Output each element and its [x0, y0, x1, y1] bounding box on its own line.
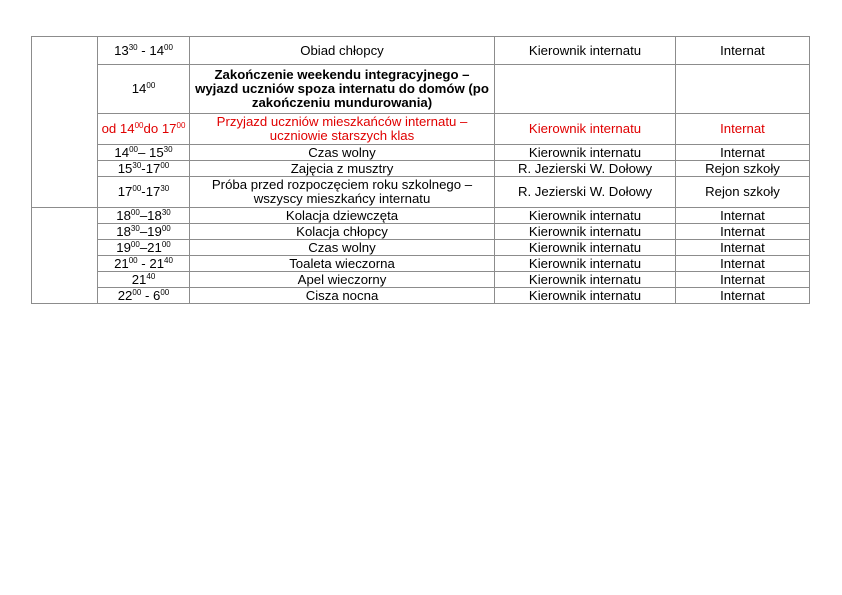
responsible-cell: Kierownik internatu — [495, 37, 676, 65]
table-row — [32, 208, 810, 224]
responsible-cell: Kierownik internatu — [495, 145, 676, 161]
time-cell: $17^{00}-17^{30}$ — [98, 177, 190, 208]
table-row — [32, 114, 810, 145]
activity-cell: Toaleta wieczorna — [190, 256, 495, 272]
place-cell: Internat — [676, 272, 810, 288]
place-cell: Internat — [676, 114, 810, 145]
time-cell: od $14^{00}do$ $17^{00}$ — [98, 114, 190, 145]
table-row — [32, 240, 810, 256]
time-cell: $14^{00}$ — [98, 65, 190, 114]
activity-cell: Zajęcia z musztry — [190, 161, 495, 177]
time-cell: $15^{30}-17^{00}$ — [98, 161, 190, 177]
place-cell: Internat — [676, 240, 810, 256]
table-row — [32, 161, 810, 177]
table-row — [32, 224, 810, 240]
responsible-cell: Kierownik internatu — [495, 272, 676, 288]
place-cell: Internat — [676, 145, 810, 161]
day-cell — [32, 37, 98, 208]
day-cell — [32, 208, 98, 304]
place-cell: Internat — [676, 256, 810, 272]
activity-cell: Kolacja chłopcy — [190, 224, 495, 240]
table-row — [32, 256, 810, 272]
table-row — [32, 37, 810, 65]
activity-cell: Apel wieczorny — [190, 272, 495, 288]
table-row — [32, 288, 810, 304]
time-cell: $14^{00}-$ $15^{30}$ — [98, 145, 190, 161]
place-cell — [676, 65, 810, 114]
table-row — [32, 272, 810, 288]
place-cell: Rejon szkoły — [676, 177, 810, 208]
responsible-cell: R. Jezierski W. Dołowy — [495, 161, 676, 177]
responsible-cell: Kierownik internatu — [495, 256, 676, 272]
responsible-cell: Kierownik internatu — [495, 288, 676, 304]
table-row — [32, 145, 810, 161]
time-cell: $21^{40}$ — [98, 272, 190, 288]
responsible-cell: Kierownik internatu — [495, 208, 676, 224]
activity-cell: Czas wolny — [190, 145, 495, 161]
responsible-cell: Kierownik internatu — [495, 224, 676, 240]
place-cell: Internat — [676, 288, 810, 304]
time-cell: $13^{30} - 14^{00}$ — [98, 37, 190, 65]
table-row — [32, 65, 810, 114]
activity-cell: Przyjazd uczniów mieszkańców internatu – uczniowie starszych klas — [190, 114, 495, 145]
time-cell: $22^{00} - 6^{00}$ — [98, 288, 190, 304]
place-cell: Internat — [676, 37, 810, 65]
responsible-cell: Kierownik internatu — [495, 114, 676, 145]
responsible-cell — [495, 65, 676, 114]
activity-cell: Czas wolny — [190, 240, 495, 256]
place-cell: Internat — [676, 224, 810, 240]
place-cell: Internat — [676, 208, 810, 224]
time-cell: $18^{30}-19^{00}$ — [98, 224, 190, 240]
activity-cell: Cisza nocna — [190, 288, 495, 304]
time-cell: $21^{00} - 21^{40}$ — [98, 256, 190, 272]
activity-cell: Zakończenie weekendu integracyjnego – wyjazd uczniów spoza internatu do domów (po zakończeniu mundurowania) — [190, 65, 495, 114]
activity-cell: Kolacja dziewczęta — [190, 208, 495, 224]
responsible-cell: Kierownik internatu — [495, 240, 676, 256]
table-row — [32, 177, 810, 208]
time-cell: $19^{00}-21^{00}$ — [98, 240, 190, 256]
responsible-cell: R. Jezierski W. Dołowy — [495, 177, 676, 208]
activity-cell: Próba przed rozpoczęciem roku szkolnego – wszyscy mieszkańcy internatu — [190, 177, 495, 208]
activity-cell: Obiad chłopcy — [190, 37, 495, 65]
time-cell: $18^{00}-18^{30}$ — [98, 208, 190, 224]
place-cell: Rejon szkoły — [676, 161, 810, 177]
schedule-table — [31, 36, 810, 304]
